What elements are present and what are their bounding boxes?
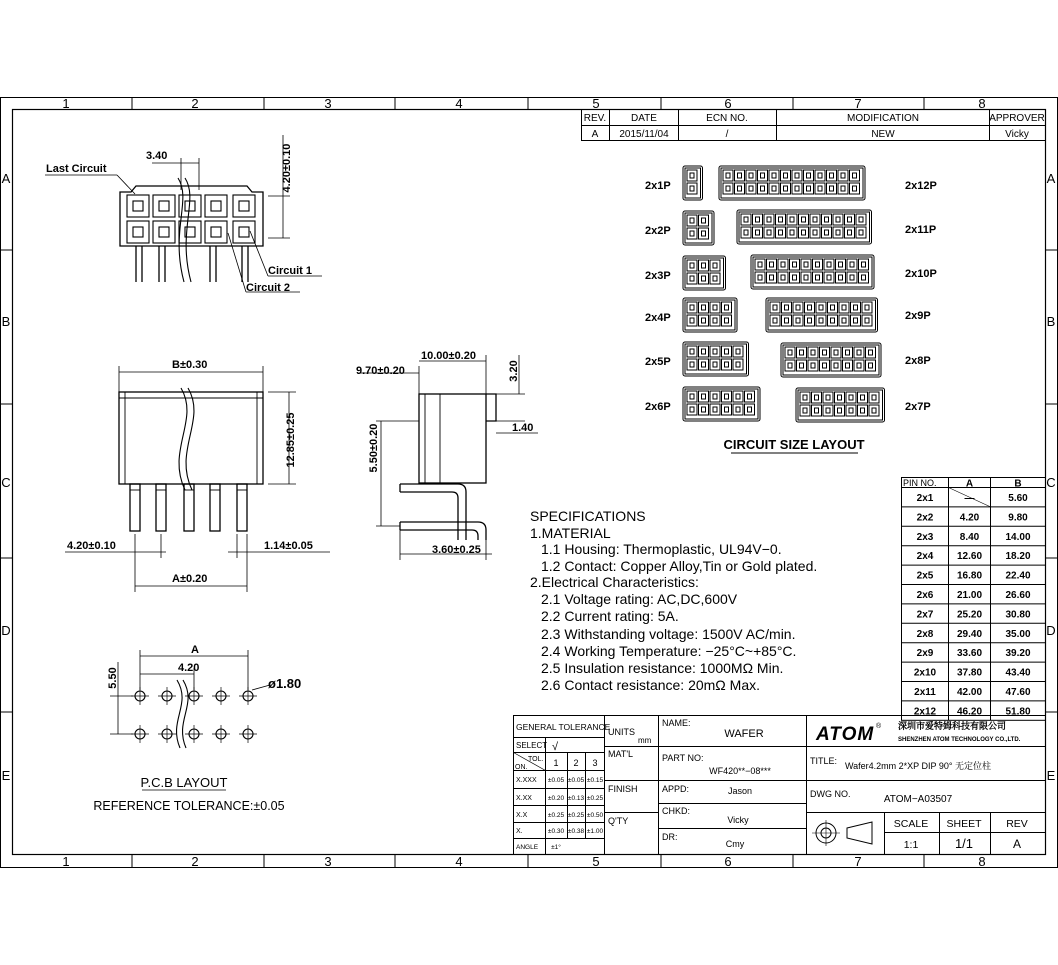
spec-electrical: 2.Electrical Characteristics: xyxy=(530,574,699,590)
pin-table-cell-a: 25.20 xyxy=(956,609,983,621)
rev-header-approver: APPROVER xyxy=(989,113,1045,124)
pin-table-cell-pin: 2x11 xyxy=(914,687,936,698)
pin-table-cell-a: 42.00 xyxy=(956,687,983,698)
frame-row-label-left: D xyxy=(1,623,11,638)
top-height-dim: 4.20±0.10 xyxy=(281,143,293,193)
units-mm: mm xyxy=(638,736,652,745)
units-label: UNITS xyxy=(608,727,635,737)
frame-col-label-top: 2 xyxy=(191,96,199,111)
pcb-a-dim: A xyxy=(191,644,199,656)
circuit-label-2x3p: 2x3P xyxy=(645,270,671,282)
general-tolerance-label: GENERAL TOLERANCE xyxy=(516,722,611,732)
pin-table xyxy=(902,478,1046,721)
rev-value-ecn: / xyxy=(725,129,729,140)
pin-table-cell-pin: 2x12 xyxy=(913,706,937,718)
tolerance-row-label: X.XX xyxy=(516,795,532,802)
tolerance-row-label: X. xyxy=(516,828,523,835)
pin-table-cell-a: 37.80 xyxy=(956,667,983,679)
circuit-label-2x2p: 2x2P xyxy=(645,225,671,237)
pin-table-cell-pin: 2x9 xyxy=(916,648,934,660)
top-pitch-dim: 3.40 xyxy=(146,150,168,162)
tolerance-cell: ±0.20 xyxy=(547,795,565,802)
pin-table-cell-b: 14.00 xyxy=(1005,531,1031,543)
scale-label: SCALE xyxy=(893,818,929,830)
pin-table-header-a: A xyxy=(965,478,974,490)
frame-col-label-top: 8 xyxy=(978,96,986,111)
tolerance-cell: ±0.05 xyxy=(567,777,585,784)
frame-col-label-top: 5 xyxy=(592,96,600,111)
on-label: ON. xyxy=(515,764,528,771)
circuit-label-2x12p: 2x12P xyxy=(905,180,937,192)
title-value: Wafer4.2mm 2*XP DIP 90° 无定位柱 xyxy=(845,761,991,771)
title-block xyxy=(514,716,1046,855)
front-view xyxy=(65,366,330,592)
qty-label: Q'TY xyxy=(608,816,629,826)
front-height-dim: 12.85±0.25 xyxy=(285,412,297,468)
frame-col-label-bottom: 4 xyxy=(455,854,463,869)
side-dim-1: 9.70±0.20 xyxy=(356,365,405,377)
circuit-layout-title: CIRCUIT SIZE LAYOUT xyxy=(723,437,865,452)
part-no-value: WF420**−08*** xyxy=(709,766,771,776)
pin-table-cell-b: 18.20 xyxy=(1005,551,1031,563)
dr-label: DR: xyxy=(662,832,678,842)
frame-row-label-right: B xyxy=(1046,314,1056,329)
pin-table-cell-pin: 2x1 xyxy=(916,493,934,504)
pin-table-cell-b: 43.40 xyxy=(1005,667,1031,679)
reference-tolerance: REFERENCE TOLERANCE:±0.05 xyxy=(93,799,285,813)
rev-header-modification: MODIFICATION xyxy=(846,113,920,124)
pin-table-cell-pin: 2x10 xyxy=(913,667,937,679)
frame-col-label-bottom: 7 xyxy=(854,854,862,869)
rev-value-rev: A xyxy=(591,129,599,140)
spec-current: 2.2 Current rating: 5A. xyxy=(541,608,679,624)
rev-value: A xyxy=(1012,837,1022,851)
pin-table-cell-a: 46.20 xyxy=(956,706,983,718)
frame-col-label-top: 1 xyxy=(62,96,70,111)
name-label: NAME: xyxy=(662,718,691,728)
spec-contact-resistance: 2.6 Contact resistance: 20mΩ Max. xyxy=(541,677,761,693)
frame-row-label-left: C xyxy=(1,475,11,490)
tolerance-cell: ±0.25 xyxy=(567,812,585,819)
title-label: TITLE: xyxy=(810,756,838,766)
frame-row-label-right: A xyxy=(1046,171,1056,186)
pin-table-cell-a: 4.20 xyxy=(959,512,980,524)
circuit-label-2x8p: 2x8P xyxy=(905,355,931,367)
circuit-label-2x5p: 2x5P xyxy=(645,356,671,368)
circuit-label-2x9p: 2x9P xyxy=(905,310,931,322)
pin-table-cell-a: 8.40 xyxy=(959,531,980,543)
rev-value-modification: NEW xyxy=(871,129,895,140)
tol-label: TOL. xyxy=(528,756,544,763)
front-width-dim: B±0.30 xyxy=(172,359,208,371)
pcb-hole-dim: ø1.80 xyxy=(268,676,302,691)
pin-table-cell-pin: 2x3 xyxy=(916,531,934,543)
appd-value: Jason xyxy=(727,786,753,796)
select-label: SELECT xyxy=(516,741,548,750)
tolerance-cell: ±0.05 xyxy=(547,777,565,784)
tolerance-cell: ±0.38 xyxy=(567,828,585,835)
matl-label: MAT'L xyxy=(608,749,634,759)
frame-col-label-bottom: 5 xyxy=(592,854,600,869)
side-dim-4: 1.40 xyxy=(512,422,534,434)
pcb-pitch-dim: 4.20 xyxy=(178,662,200,674)
tolerance-cell: ±1° xyxy=(551,844,561,851)
pcb-row-pitch-dim: 5.50 xyxy=(107,667,119,689)
tol-col-1: 1 xyxy=(553,758,559,768)
select-check: √ xyxy=(552,741,559,753)
rev-header-ecn: ECN NO. xyxy=(706,113,748,124)
spec-material: 1.MATERIAL xyxy=(530,525,611,541)
company-name-en: SHENZHEN ATOM TECHNOLOGY CO.,LTD. xyxy=(898,737,1021,743)
frame-col-label-top: 4 xyxy=(455,96,463,111)
registered-mark: ® xyxy=(876,723,882,730)
circuit-label-2x6p: 2x6P xyxy=(645,401,671,413)
scale-value: 1:1 xyxy=(903,839,919,851)
spec-voltage: 2.1 Voltage rating: AC,DC,600V xyxy=(541,591,738,607)
pin-table-cell-b: 22.40 xyxy=(1005,570,1031,582)
pin-table-cell-a: — xyxy=(964,493,975,504)
circuit-label-2x4p: 2x4P xyxy=(645,312,671,324)
tolerance-cell: ±0.50 xyxy=(586,812,604,819)
pin-table-cell-b: 51.80 xyxy=(1005,706,1031,718)
tolerance-row-label: X.X xyxy=(516,812,528,819)
tolerance-row-label: X.XXX xyxy=(516,777,537,784)
dwg-no-value: ATOM−A03507 xyxy=(883,794,953,805)
tol-col-3: 3 xyxy=(592,758,598,768)
chkd-label: CHKD: xyxy=(662,806,691,816)
frame-row-label-left: B xyxy=(1,314,11,329)
pin-table-cell-b: 47.60 xyxy=(1005,687,1031,698)
circuit-size-layout xyxy=(683,166,885,422)
circuit-label-2x10p: 2x10P xyxy=(905,268,937,280)
frame-row-label-right: D xyxy=(1046,623,1056,638)
tol-col-2: 2 xyxy=(573,758,579,768)
revision-table xyxy=(582,110,1046,141)
circuit-label-2x11p: 2x11P xyxy=(905,224,937,236)
pin-table-cell-pin: 2x6 xyxy=(916,590,934,601)
spec-housing: 1.1 Housing: Thermoplastic, UL94V−0. xyxy=(541,541,782,557)
dwg-no-label: DWG NO. xyxy=(810,789,851,799)
pin-table-cell-b: 5.60 xyxy=(1008,493,1028,504)
last-circuit-label: Last Circuit xyxy=(46,163,107,175)
tolerance-cell: ±0.15 xyxy=(586,777,604,784)
frame-col-label-bottom: 2 xyxy=(191,854,199,869)
circuit-label-2x7p: 2x7P xyxy=(905,401,931,413)
frame-col-label-bottom: 1 xyxy=(62,854,70,869)
company-name-cn: 深圳市爱特姆科技有限公司 xyxy=(898,721,1007,731)
tolerance-cell: ±0.13 xyxy=(567,795,585,802)
tolerance-cell: ±1.00 xyxy=(586,828,604,835)
pin-table-cell-b: 30.80 xyxy=(1005,609,1031,621)
pin-table-cell-pin: 2x2 xyxy=(916,512,934,524)
front-pin-dim: 1.14±0.05 xyxy=(264,540,313,552)
spec-temperature: 2.4 Working Temperature: −25°C~+85°C. xyxy=(541,643,797,659)
side-dim-3: 3.20 xyxy=(508,360,520,382)
spec-withstanding: 2.3 Withstanding voltage: 1500V AC/min. xyxy=(541,626,796,642)
pin-table-cell-pin: 2x5 xyxy=(916,570,934,582)
rev-value-approver: Vicky xyxy=(1005,129,1029,140)
circuit-1-label: Circuit 1 xyxy=(268,265,313,277)
tolerance-cell: ±0.25 xyxy=(586,795,604,802)
spec-insulation: 2.5 Insulation resistance: 1000MΩ Min. xyxy=(541,660,784,676)
frame-col-label-bottom: 3 xyxy=(324,854,332,869)
dr-value: Cmy xyxy=(725,839,745,849)
pcb-layout-title: P.C.B LAYOUT xyxy=(140,775,228,790)
rev-header-date: DATE xyxy=(631,113,657,124)
pin-table-cell-a: 29.40 xyxy=(956,628,983,640)
pin-table-cell-b: 35.00 xyxy=(1005,628,1031,640)
side-dim-5: 5.50±0.20 xyxy=(368,423,380,473)
frame-row-label-right: E xyxy=(1046,768,1056,783)
pin-table-cell-a: 33.60 xyxy=(956,648,983,660)
pin-table-cell-pin: 2x8 xyxy=(916,628,934,640)
atom-logo: ATOM xyxy=(816,724,875,745)
frame-row-label-left: E xyxy=(1,768,11,783)
frame-col-label-top: 3 xyxy=(324,96,332,111)
frame-col-label-top: 7 xyxy=(854,96,862,111)
front-pitch-dim: 4.20±0.10 xyxy=(67,540,116,552)
frame-col-label-bottom: 6 xyxy=(724,854,732,869)
front-a-dim: A±0.20 xyxy=(172,573,208,585)
pin-table-header-b: B xyxy=(1014,478,1022,490)
tolerance-row-label: ANGLE xyxy=(516,844,539,851)
frame-row-label-right: C xyxy=(1046,475,1056,490)
frame-col-label-bottom: 8 xyxy=(978,854,986,869)
rev-header-rev: REV. xyxy=(583,113,607,124)
appd-label: APPD: xyxy=(662,784,690,794)
part-no-label: PART NO: xyxy=(662,753,704,763)
frame xyxy=(0,97,1058,868)
pin-table-cell-a: 16.80 xyxy=(956,570,983,582)
spec-heading: SPECIFICATIONS xyxy=(530,508,646,524)
pin-table-cell-b: 9.80 xyxy=(1008,512,1028,524)
pin-table-cell-b: 39.20 xyxy=(1005,648,1031,660)
tolerance-cell: ±0.25 xyxy=(547,812,565,819)
frame-row-label-left: A xyxy=(1,171,11,186)
side-view xyxy=(360,355,538,560)
chkd-value: Vicky xyxy=(727,815,749,825)
pin-table-cell-a: 21.00 xyxy=(956,590,983,601)
projection-symbol-icon xyxy=(812,820,872,846)
specifications xyxy=(530,508,817,693)
name-value: WAFER xyxy=(724,728,764,740)
sheet-label: SHEET xyxy=(946,818,982,830)
spec-contact: 1.2 Contact: Copper Alloy,Tin or Gold plated. xyxy=(541,558,818,574)
pin-table-cell-b: 26.60 xyxy=(1005,590,1031,601)
rev-label: REV xyxy=(1006,818,1028,830)
tolerance-cell: ±0.30 xyxy=(547,828,565,835)
pin-table-cell-pin: 2x7 xyxy=(916,609,934,621)
circuit-2-label: Circuit 2 xyxy=(246,282,291,294)
side-dim-2: 10.00±0.20 xyxy=(421,350,476,362)
frame-col-label-top: 6 xyxy=(724,96,732,111)
side-dim-6: 3.60±0.25 xyxy=(432,544,481,556)
pin-table-cell-pin: 2x4 xyxy=(916,551,934,563)
circuit-label-2x1p: 2x1P xyxy=(645,180,671,192)
sheet-value: 1/1 xyxy=(954,836,974,851)
finish-label: FINISH xyxy=(608,784,638,794)
pin-table-cell-a: 12.60 xyxy=(956,551,983,563)
pin-table-header-pin: PIN NO. xyxy=(903,478,937,488)
rev-value-date: 2015/11/04 xyxy=(619,129,669,140)
